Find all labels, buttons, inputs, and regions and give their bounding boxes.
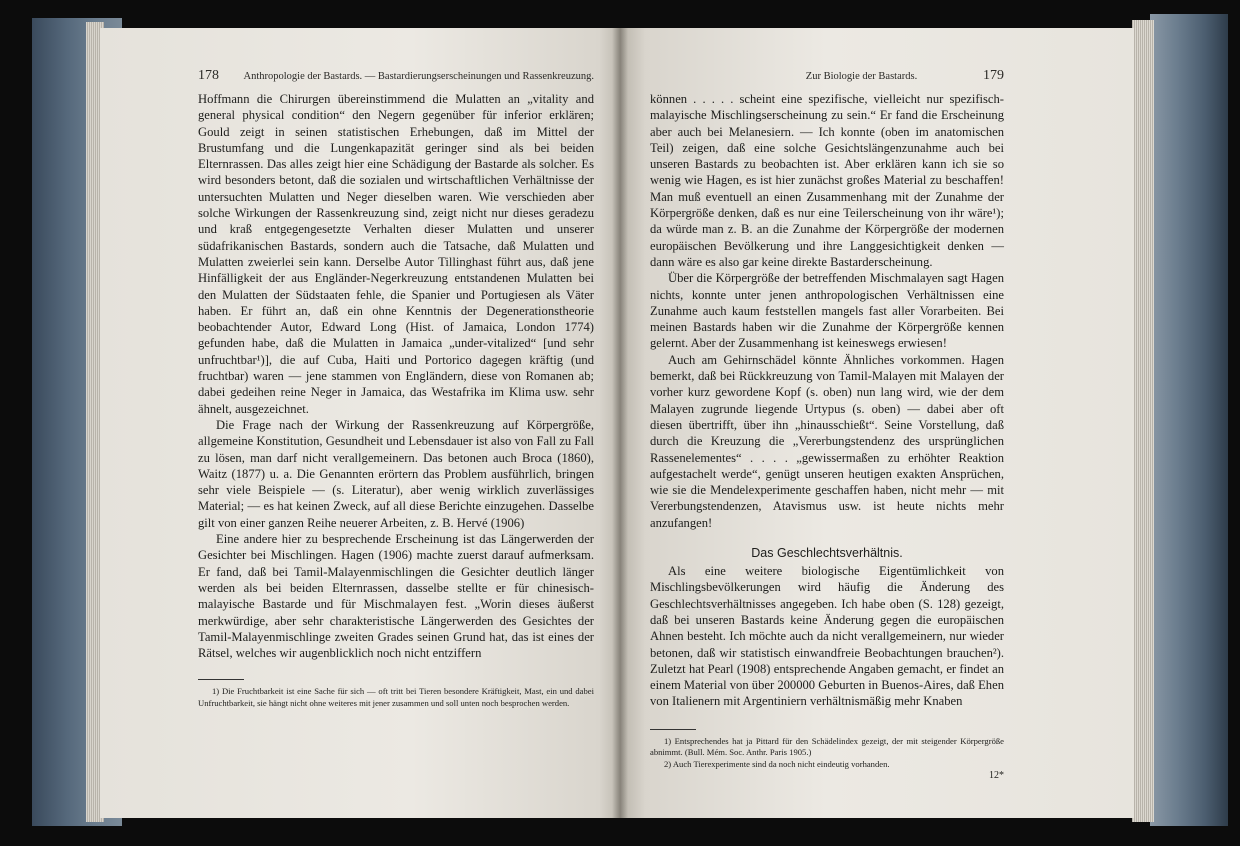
left-footnote-1: 1) Die Fruchtbarkeit ist eine Sache für sich — oft tritt bei Tieren besondere Kräftigkeit, Mast, ein und dabei Unfruchtbarkeit, sie hängt nicht ohne weiteres mit jener zusammen und soll unten noch besprochen werden. [198, 686, 594, 708]
left-page-number: 178 [198, 68, 219, 83]
left-page-header [198, 68, 594, 86]
book-gutter [612, 28, 628, 818]
right-page [620, 28, 1134, 818]
book-cover-right-edge [1150, 14, 1228, 826]
section-heading: Das Geschlechtsverhältnis. [751, 546, 903, 561]
left-page [100, 28, 620, 818]
right-footnote-2: 2) Auch Tierexperimente sind da noch nicht eindeutig vorhanden. [664, 758, 890, 769]
left-paragraph-1: Hoffmann die Chirurgen übereinstimmend die Mulatten an „vitality and general physical condition“ den Negern gegenüber für inferior erklären; Gould zeigt in seinen statistischen Erhebungen, daß im Mittel der Brustumfang und die Lungenkapazität geringer sind als bei beiden Elternrassen. Das alles zeigt hier eine Schädigung der Bastarde als solcher. Es wird besonders betont, daß die sozialen und wirtschaftlichen Verhältnisse der untersuchten Mulatten und Neger dieselben waren. Wie verschieden aber solche Wirkungen der Rassenkreuzung sind, zeigt nicht nur dieses geradezu und kraß entgegengesetzte Verhalten dieser Mulatten und unserer südafrikanischen Bastards, sondern auch die Tatsache, daß Mulatten und Mulatten zweierlei sein kann. Derselbe Autor Tillinghast führt aus, daß jene Hinfälligkeit der aus Engländer-Negerkreuzung entstandenen Mulatten bei den Mulatten der Südstaaten fehle, die Spanier und Portugiesen als Väter haben. Er führt an, daß ein ohne Kenntnis der Degenerationstheorie beobachtender Autor, Edward Long (Hist. of Jamaica, London 1774) gefunden habe, daß die Mulatten in Jamaica „under-vitalized“ [und sehr unfruchtbar¹)], die auf Cuba, Haiti und Portorico dagegen kräftig (und fruchtbar) waren — jene stammen von Engländern, diese von Romanen ab; dabei gedeihen reine Neger in Jamaica, das Westafrika im Klima usw. sehr ähnelt, ausgezeichnet. [198, 92, 594, 416]
right-running-title: Zur Biologie der Bastards. [805, 71, 918, 82]
right-page-number: 179 [983, 68, 1004, 83]
left-paragraph-2: Die Frage nach der Wirkung der Rassenkreuzung auf Körpergröße, allgemeine Konstitution, Gesundheit und Lebensdauer ist also von Fall zu Fall zu lösen, man darf nicht verallgemeinern. Das betonen auch Broca (1860), Waitz (1877) u. a. Die Genannten erörtern das Problem ausführlich, bringen sehr viele Beispiele — (s. Literatur), aber wenig wirklich zuverlässiges Material; — es hat keinen Zweck, auf all diese Berichte einzugehen. Dasselbe gilt von einer ganzen Reihe neuerer Arbeiten, z. B. Hervé (1906) [198, 417, 594, 530]
footnote-rule [198, 679, 244, 680]
right-paragraph-4: Als eine weitere biologische Eigentümlichkeit von Mischlingsbevölkerungen wird häufig die Änderung des Geschlechtsverhältnisses angegeben. Ich habe oben (S. 128) gezeigt, daß bei unseren Bastards keine Änderung gegen die europäischen Ahnen besteht. Ich möchte auch da nicht verallgemeinern, nur wieder betonen, daß wir statistisch einwandfreie Beobachtungen brauchen²). Zuletzt hat Pearl (1908) entsprechende Angaben gemacht, er findet an einem Material von über 200000 Geburten in Buenos-Aires, daß Ehen von Italienern mit Argentiniern verhältnismäßig mehr Knaben [650, 564, 1004, 709]
page-stack-right [1132, 20, 1154, 822]
right-footnote-1: 1) Entsprechendes hat ja Pittard für den Schädelindex gezeigt, der mit steigender Körpergröße abnimmt. (Bull. Mém. Soc. Anthr. Paris 1905.) [650, 735, 1004, 758]
right-page-header [650, 68, 1004, 86]
right-body-text [650, 91, 1004, 710]
right-paragraph-3: Auch am Gehirnschädel könnte Ähnliches vorkommen. Hagen bemerkt, daß bei Rückkreuzung von Tamil-Malayen mit Malayen der vorher kurz gewordene Kopf (s. oben) nun lang wird, wie der dem Malayen zugrunde liegende Urtypus (s. oben) — dabei aber oft diesen übertrifft, über ihn „hinausschießt“. Seine Vorstellung, daß durch die Kreuzung die „Vererbungstendenz des ursprünglichen Rassenelementes“ . . . . „gewissermaßen zu erhöhter Reaktion aufgestachelt werde“, genügt unseren heutigen exakten Ansprüchen, wie sie die Mendelexperimente geschaffen haben, nicht mehr — mit Vererbungstendenzen, Atavismus usw. ist heute nichts mehr anzufangen! [650, 352, 1004, 530]
left-body-text [198, 91, 594, 661]
left-running-title: Anthropologie der Bastards. — Bastardierungserscheinungen und Rassenkreuzung. [243, 71, 594, 82]
left-paragraph-3: Eine andere hier zu besprechende Erscheinung ist das Längerwerden der Gesichter bei Mischlingen. Hagen (1906) machte zuerst darauf aufmerksam. Er fand, daß bei Tamil-Malayenmischlingen die Gesichter deutlich länger werden als bei beiden Elternrassen, dasselbe stellte er für chinesisch-malayische Bastarde und für Mischmalayen fest. „Worin dieses äußerst merkwürdige, aber sehr charakteristische Längerwerden des Gesichtes der Tamil-Malayenmischlinge zweiten Grades seinen Grund hat, das ist eines der Rätsel, welches wir augenblicklich noch nicht entziffern [198, 532, 594, 661]
footnote-rule [650, 729, 696, 730]
signature-mark: 12* [989, 770, 1004, 782]
right-paragraph-2: Über die Körpergröße der betreffenden Mischmalayen sagt Hagen nichts, konnte unter jenen anthropologischen Verhältnissen eine Zunahme auch kaum feststellen mangels fast aller Vorarbeiten. Bei meinen Bastards haben wir die Zunahme der Körpergröße kennen gelernt. Aber der Zusammenhang ist keineswegs erwiesen! [650, 271, 1004, 351]
right-paragraph-1: können . . . . . scheint eine spezifische, vielleicht nur spezifisch-malayische Mischlingserscheinung zu sein.“ Er fand die Erscheinung aber auch bei Melanesiern. — Ich konnte (oben im anatomischen Teil) zeigen, daß eine solche Gesichtslängenzunahme auch bei unseren Bastards zu beobachten ist. Aber erklären kann ich sie so wenig wie Hagen, es ist hier zunächst großes Material zu beschaffen! Man muß eventuell an einen Zusammenhang mit der Zunahme der Körpergröße denken, daß es nur eine Teilerscheinung von ihr wäre¹); da würde man z. B. an die Zunahme der Körpergröße der modernen europäischen Bevölkerung und ihre Langgesichtigkeit denken — dann wäre es also gar keine direkte Bastarderscheinung. [650, 92, 1004, 269]
